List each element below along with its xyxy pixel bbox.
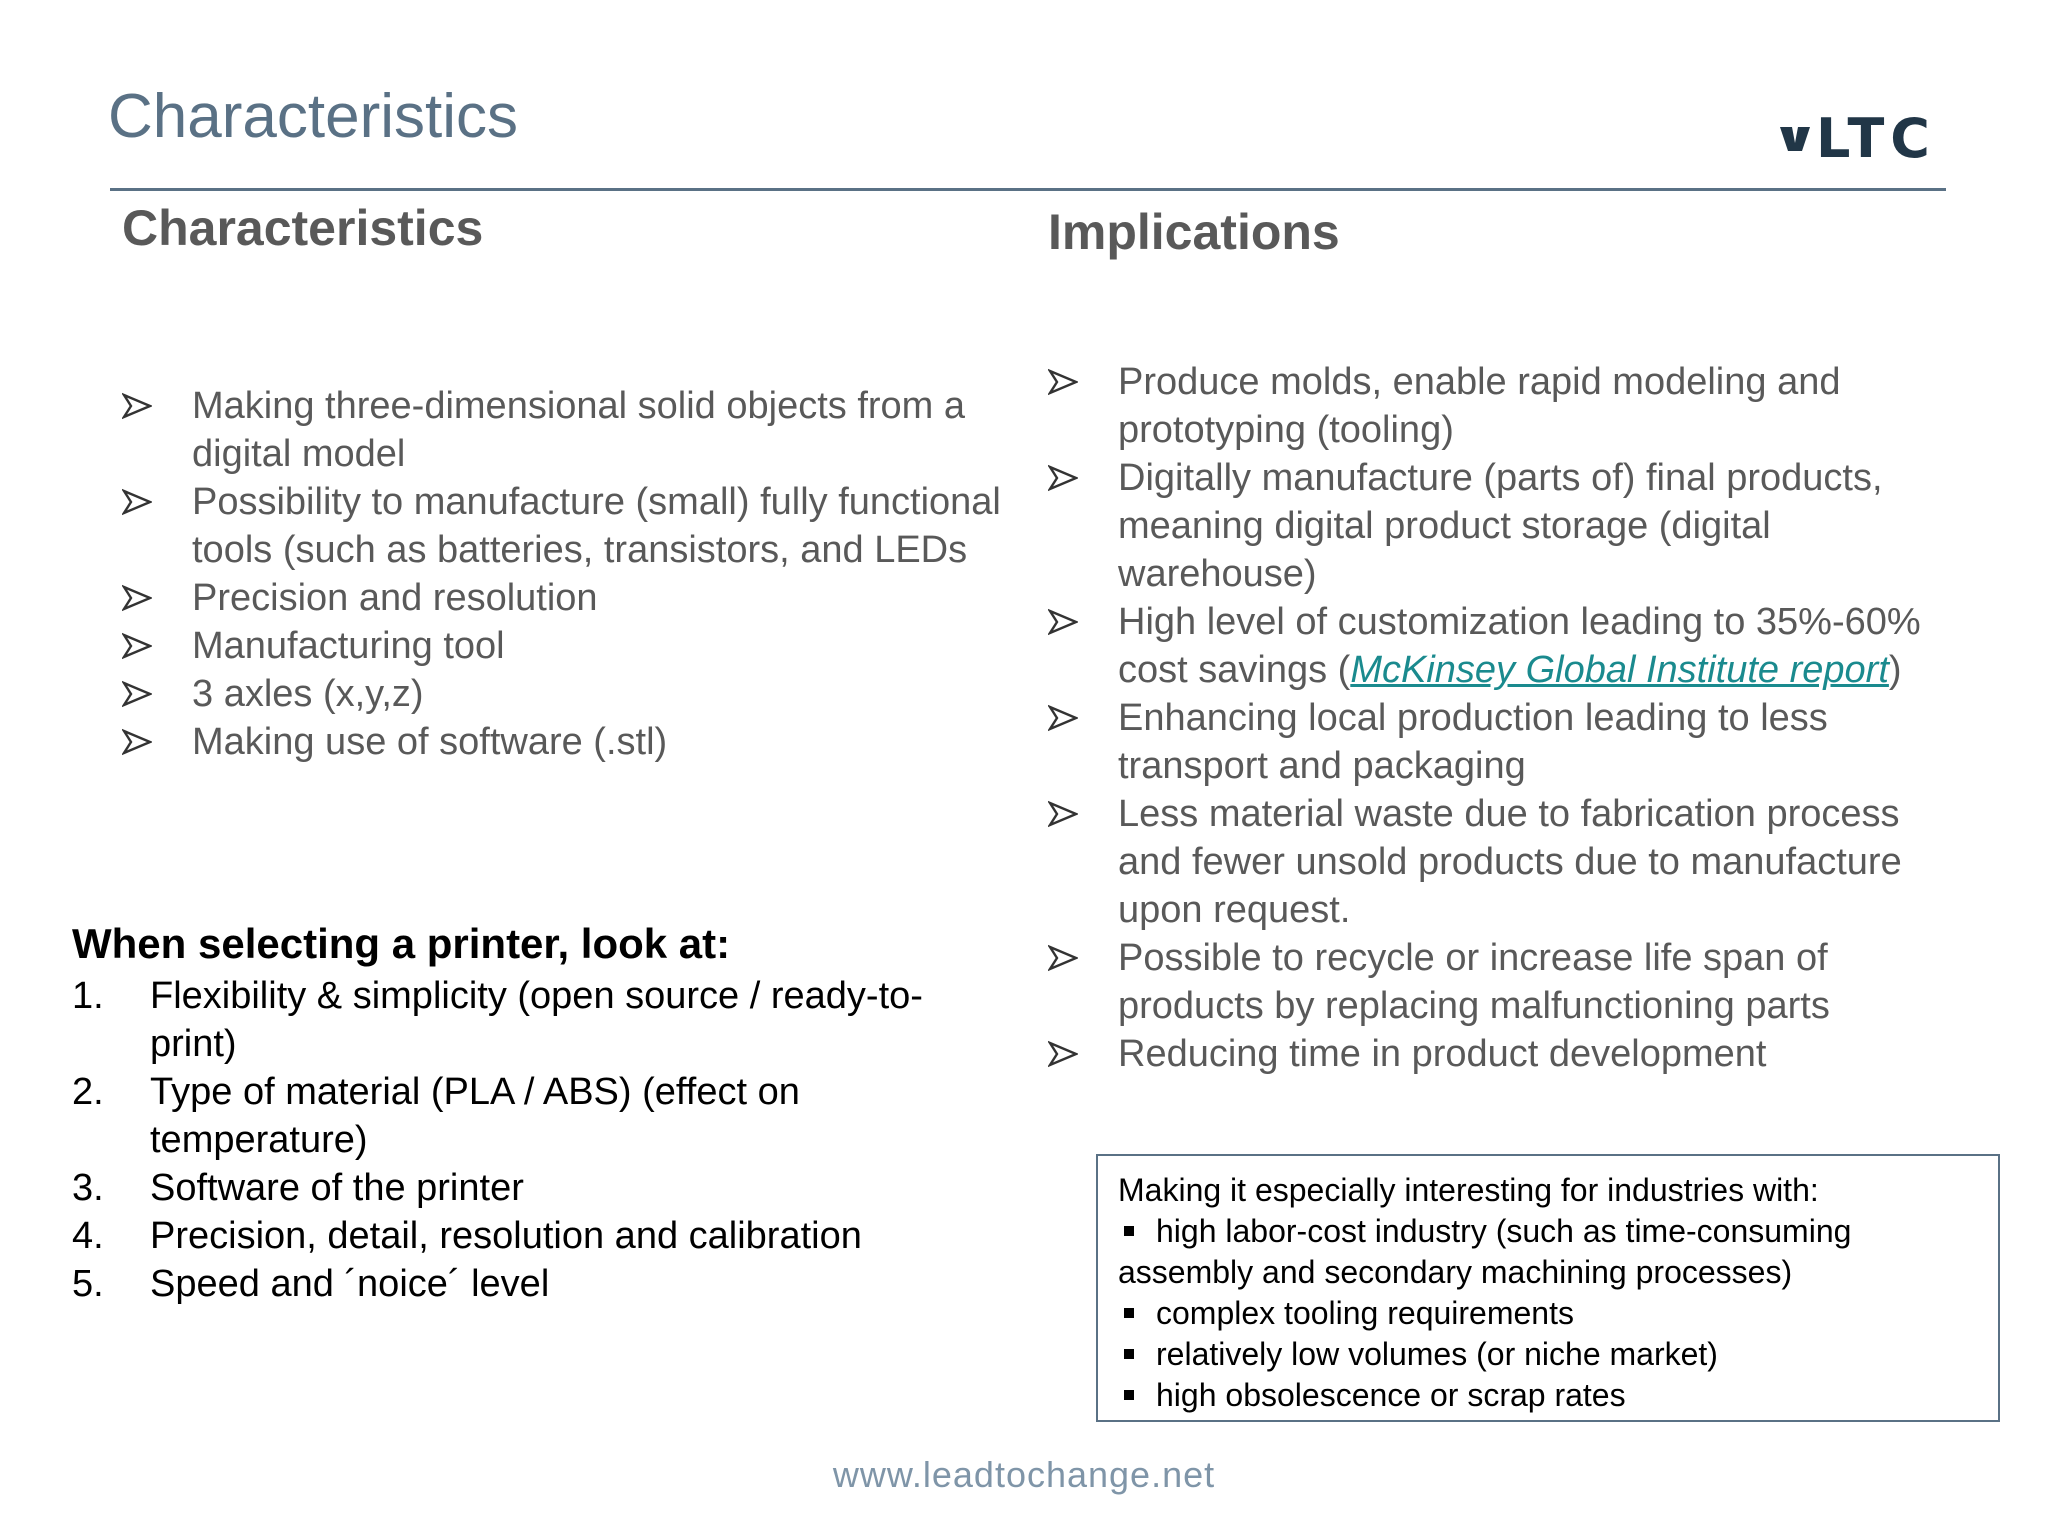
ltc-logo-icon [1778, 121, 1812, 155]
arrowhead-bullet-icon [1048, 1030, 1082, 1078]
list-item-text: Flexibility & simplicity (open source / ready-to-print) [150, 975, 923, 1065]
square-bullet-icon [1124, 1349, 1134, 1359]
arrowhead-bullet-icon [122, 670, 156, 718]
slide-title: Characteristics [108, 82, 518, 151]
list-item [1118, 1211, 1978, 1293]
list-item [1118, 1334, 1978, 1375]
list-item-text: Reducing time in product development [1118, 1033, 1767, 1075]
list-item-text: Enhancing local production leading to less transport and packaging [1118, 697, 1828, 787]
square-bullet-icon [1124, 1308, 1134, 1318]
arrowhead-bullet-icon [122, 382, 156, 430]
list-item [122, 574, 1022, 622]
list-item-text: Type of material (PLA / ABS) (effect on temperature) [150, 1071, 800, 1161]
list-item [1118, 1375, 1978, 1416]
list-item-text: Less material waste due to fabrication process and fewer unsold products due to manufacture upon request. [1118, 793, 1902, 931]
logo-text: LTC [1816, 106, 1936, 170]
characteristics-heading: Characteristics [122, 200, 484, 256]
list-item-number: 3. [72, 1167, 104, 1209]
arrowhead-bullet-icon [1048, 358, 1082, 406]
list-item-number: 5. [72, 1263, 104, 1305]
arrowhead-bullet-icon [122, 718, 156, 766]
industries-intro: Making it especially interesting for industries with: [1118, 1172, 1819, 1208]
selection-heading: When selecting a printer, look at: [72, 920, 731, 967]
list-item [1048, 694, 1948, 790]
arrowhead-bullet-icon [1048, 790, 1082, 838]
list-item [72, 1260, 972, 1308]
list-item [1048, 934, 1948, 1030]
list-item-text: high labor-cost industry (such as time-consuming assembly and secondary machining processes) [1118, 1213, 1852, 1290]
arrowhead-bullet-icon [1048, 598, 1082, 646]
mckinsey-report-link[interactable]: McKinsey Global Institute report [1350, 649, 1889, 691]
implications-list [1048, 358, 1948, 1078]
selection-list [72, 972, 972, 1308]
list-item-text: relatively low volumes (or niche market) [1156, 1336, 1718, 1372]
square-bullet-icon [1124, 1390, 1134, 1400]
list-item [122, 622, 1022, 670]
list-item [122, 670, 1022, 718]
implications-heading: Implications [1048, 204, 1340, 260]
list-item-text-after: ) [1888, 649, 1902, 691]
list-item-text: Making use of software (.stl) [192, 721, 668, 763]
list-item-text: complex tooling requirements [1156, 1295, 1574, 1331]
list-item [1048, 454, 1948, 598]
industries-box [1096, 1154, 2000, 1422]
list-item [122, 478, 1022, 574]
list-item-text: Software of the printer [150, 1167, 524, 1209]
list-item-text: Making three-dimensional solid objects from a digital model [192, 385, 966, 475]
list-item-text: 3 axles (x,y,z) [192, 673, 424, 715]
arrowhead-bullet-icon [1048, 694, 1082, 742]
arrowhead-bullet-icon [122, 574, 156, 622]
ltc-logo [1778, 108, 1938, 168]
list-item-number: 2. [72, 1071, 104, 1113]
list-item-number: 1. [72, 975, 104, 1017]
list-item [1048, 598, 1948, 694]
list-item-text: Possible to recycle or increase life span of products by replacing malfunctioning parts [1118, 937, 1830, 1027]
list-item-text-before: High level of customization leading to 35%-60% cost savings ( [1118, 601, 1921, 691]
list-item-text: Precision and resolution [192, 577, 598, 619]
list-item [72, 972, 972, 1068]
list-item [1048, 1030, 1948, 1078]
arrowhead-bullet-icon [1048, 454, 1082, 502]
title-divider [110, 188, 1946, 191]
list-item [1048, 790, 1948, 934]
list-item-text: high obsolescence or scrap rates [1156, 1377, 1626, 1413]
list-item [72, 1212, 972, 1260]
square-bullet-icon [1124, 1226, 1134, 1236]
list-item-text: Possibility to manufacture (small) fully functional tools (such as batteries, transistors, and LEDs [192, 481, 1001, 571]
list-item-text: Produce molds, enable rapid modeling and prototyping (tooling) [1118, 361, 1841, 451]
industries-list [1118, 1211, 1978, 1416]
footer-url: www.leadtochange.net [832, 1454, 1216, 1495]
arrowhead-bullet-icon [122, 478, 156, 526]
list-item-text: Manufacturing tool [192, 625, 505, 667]
list-item-text: Speed and ´noice´ level [150, 1263, 550, 1305]
list-item [1048, 358, 1948, 454]
list-item-number: 4. [72, 1215, 104, 1257]
list-item [72, 1068, 972, 1164]
arrowhead-bullet-icon [1048, 934, 1082, 982]
arrowhead-bullet-icon [122, 622, 156, 670]
list-item [1118, 1293, 1978, 1334]
list-item [122, 718, 1022, 766]
list-item [72, 1164, 972, 1212]
list-item [122, 382, 1022, 478]
list-item-text: Precision, detail, resolution and calibration [150, 1215, 862, 1257]
characteristics-list [122, 382, 1022, 766]
list-item-text: Digitally manufacture (parts of) final products, meaning digital product storage (digital warehouse) [1118, 457, 1883, 595]
